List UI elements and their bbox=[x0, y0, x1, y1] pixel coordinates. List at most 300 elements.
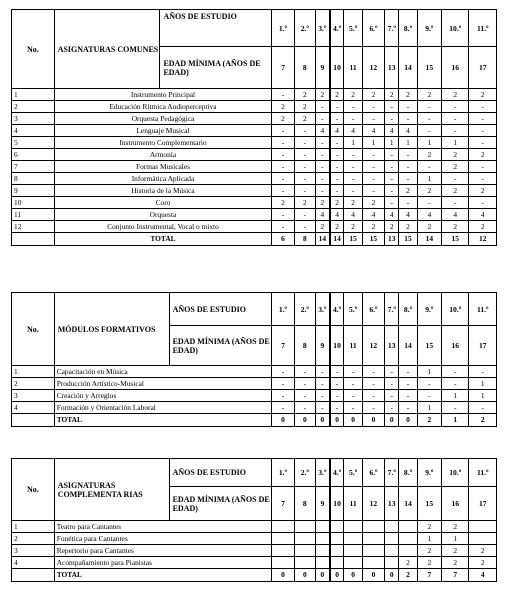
total-value: 7 bbox=[442, 569, 469, 582]
hours-cell: - bbox=[315, 378, 329, 390]
hours-cell: 2 bbox=[315, 221, 329, 233]
subject-name: Repertorio para Cantantes bbox=[54, 545, 272, 557]
hours-cell: 1 bbox=[399, 137, 417, 149]
min-age-value: 9 bbox=[315, 47, 329, 89]
hours-cell: - bbox=[330, 378, 344, 390]
hours-cell bbox=[272, 533, 294, 545]
total-value: 0 bbox=[385, 569, 399, 582]
total-value: 7 bbox=[417, 569, 441, 582]
header-no: No. bbox=[12, 293, 55, 366]
hours-cell: - bbox=[399, 173, 417, 185]
table-row bbox=[12, 521, 497, 533]
table-row bbox=[12, 137, 497, 149]
hours-cell: 2 bbox=[344, 89, 362, 101]
hours-cell: - bbox=[330, 185, 344, 197]
hours-cell: - bbox=[315, 173, 329, 185]
total-value: 13 bbox=[385, 233, 399, 246]
hours-cell: - bbox=[272, 209, 294, 221]
year-header: 6.º bbox=[362, 10, 384, 47]
hours-cell: - bbox=[362, 378, 384, 390]
hours-cell: - bbox=[399, 366, 417, 378]
hours-cell: - bbox=[344, 185, 362, 197]
total-row bbox=[12, 233, 497, 246]
subject-name: Instrumento Complementario bbox=[54, 137, 272, 149]
table-row bbox=[12, 185, 497, 197]
hours-cell: 2 bbox=[442, 149, 469, 161]
subject-name: Formas Musicales bbox=[54, 161, 272, 173]
hours-cell: 1 bbox=[417, 137, 441, 149]
year-header: 9.º bbox=[417, 293, 441, 326]
total-value: 0 bbox=[330, 414, 344, 427]
hours-cell: - bbox=[385, 161, 399, 173]
hours-cell: 2 bbox=[344, 197, 362, 209]
table-row bbox=[12, 89, 497, 101]
hours-cell: 4 bbox=[399, 125, 417, 137]
hours-cell: - bbox=[272, 137, 294, 149]
hours-cell: - bbox=[442, 173, 469, 185]
hours-cell: - bbox=[294, 125, 315, 137]
hours-cell: 1 bbox=[417, 533, 441, 545]
hours-cell: - bbox=[315, 402, 329, 414]
hours-cell: - bbox=[315, 137, 329, 149]
min-age-value: 14 bbox=[399, 487, 417, 521]
min-age-value: 11 bbox=[344, 47, 362, 89]
hours-cell: - bbox=[294, 366, 315, 378]
hours-cell: - bbox=[362, 390, 384, 402]
hours-cell: - bbox=[315, 161, 329, 173]
hours-cell: - bbox=[294, 185, 315, 197]
hours-cell: - bbox=[272, 185, 294, 197]
table-asignaturas-comunes bbox=[11, 9, 497, 246]
hours-cell: 2 bbox=[442, 221, 469, 233]
hours-cell: - bbox=[442, 101, 469, 113]
total-value: 0 bbox=[315, 414, 329, 427]
min-age-value: 17 bbox=[469, 326, 497, 366]
min-age-value: 12 bbox=[362, 47, 384, 89]
year-header: 3.º bbox=[315, 459, 329, 487]
hours-cell bbox=[344, 521, 362, 533]
total-value: 0 bbox=[315, 569, 329, 582]
hours-cell: - bbox=[417, 113, 441, 125]
hours-cell: - bbox=[385, 113, 399, 125]
hours-cell: 2 bbox=[399, 221, 417, 233]
hours-cell: 1 bbox=[362, 137, 384, 149]
hours-cell: 2 bbox=[272, 197, 294, 209]
header-modulos-formativos: MÓDULOS FORMATIVOS bbox=[54, 293, 169, 366]
hours-cell: - bbox=[294, 390, 315, 402]
subject-name: Formación y Orientación Laboral bbox=[54, 402, 272, 414]
hours-cell: - bbox=[442, 366, 469, 378]
hours-cell: - bbox=[330, 113, 344, 125]
row-number: 11 bbox=[12, 209, 55, 221]
hours-cell: 1 bbox=[442, 137, 469, 149]
hours-cell: 2 bbox=[315, 197, 329, 209]
row-number: 4 bbox=[12, 402, 55, 414]
subject-name: Coro bbox=[54, 197, 272, 209]
hours-cell bbox=[344, 533, 362, 545]
hours-cell: - bbox=[315, 185, 329, 197]
min-age-value: 8 bbox=[294, 487, 315, 521]
year-header: 4.º bbox=[330, 459, 344, 487]
min-age-value: 8 bbox=[294, 47, 315, 89]
hours-cell: - bbox=[344, 101, 362, 113]
year-header: 3.º bbox=[315, 293, 329, 326]
min-age-value: 13 bbox=[385, 487, 399, 521]
total-value: 12 bbox=[469, 233, 497, 246]
hours-cell bbox=[344, 557, 362, 569]
hours-cell: - bbox=[385, 149, 399, 161]
hours-cell: 2 bbox=[442, 545, 469, 557]
year-header: 6.º bbox=[362, 293, 384, 326]
row-number: 7 bbox=[12, 161, 55, 173]
hours-cell: 2 bbox=[399, 185, 417, 197]
hours-cell: 4 bbox=[315, 209, 329, 221]
hours-cell: 2 bbox=[330, 89, 344, 101]
hours-cell: - bbox=[385, 197, 399, 209]
total-value: 2 bbox=[399, 569, 417, 582]
hours-cell: - bbox=[362, 173, 384, 185]
hours-cell: - bbox=[344, 366, 362, 378]
hours-cell: 2 bbox=[469, 221, 497, 233]
min-age-value: 10 bbox=[330, 326, 344, 366]
hours-cell: - bbox=[315, 113, 329, 125]
subject-name: Conjunto Instrumental, Vocal o mixto bbox=[54, 221, 272, 233]
hours-cell: - bbox=[385, 185, 399, 197]
header-years-label: AÑOS DE ESTUDIO bbox=[169, 293, 272, 326]
hours-cell: 2 bbox=[330, 197, 344, 209]
year-header: 1.º bbox=[272, 10, 294, 47]
row-number: 1 bbox=[12, 366, 55, 378]
total-label: TOTAL bbox=[54, 569, 272, 582]
total-value: 0 bbox=[362, 414, 384, 427]
hours-cell: - bbox=[330, 137, 344, 149]
row-number: 4 bbox=[12, 125, 55, 137]
row-number: 10 bbox=[12, 197, 55, 209]
hours-cell bbox=[362, 521, 384, 533]
hours-cell: - bbox=[294, 161, 315, 173]
min-age-value: 11 bbox=[344, 487, 362, 521]
total-value: 14 bbox=[315, 233, 329, 246]
row-number: 1 bbox=[12, 521, 55, 533]
hours-cell: - bbox=[399, 402, 417, 414]
total-value: 15 bbox=[362, 233, 384, 246]
hours-cell: 1 bbox=[385, 137, 399, 149]
total-label: TOTAL bbox=[54, 414, 272, 427]
hours-cell: - bbox=[272, 402, 294, 414]
min-age-value: 14 bbox=[399, 326, 417, 366]
hours-cell: 4 bbox=[330, 209, 344, 221]
hours-cell: - bbox=[315, 390, 329, 402]
table-row bbox=[12, 366, 497, 378]
hours-cell: 1 bbox=[417, 173, 441, 185]
header-no: No. bbox=[12, 459, 55, 521]
hours-cell bbox=[399, 545, 417, 557]
year-header: 1.º bbox=[272, 459, 294, 487]
row-number: 5 bbox=[12, 137, 55, 149]
year-header: 7.º bbox=[385, 293, 399, 326]
header-asignaturas-complementarias: ASIGNATURAS COMPLEMENTA RIAS bbox=[54, 459, 169, 521]
row-number: 3 bbox=[12, 113, 55, 125]
total-value: 1 bbox=[442, 414, 469, 427]
hours-cell: 2 bbox=[315, 89, 329, 101]
hours-cell: - bbox=[272, 221, 294, 233]
year-header: 10.º bbox=[442, 459, 469, 487]
subject-name: Creación y Arreglos bbox=[54, 390, 272, 402]
hours-cell: - bbox=[315, 366, 329, 378]
subject-name: Informática Aplicada bbox=[54, 173, 272, 185]
hours-cell: 2 bbox=[469, 545, 497, 557]
min-age-value: 13 bbox=[385, 47, 399, 89]
hours-cell bbox=[385, 557, 399, 569]
table-row bbox=[12, 101, 497, 113]
hours-cell: - bbox=[272, 390, 294, 402]
hours-cell: - bbox=[344, 378, 362, 390]
hours-cell: - bbox=[344, 113, 362, 125]
table-row bbox=[12, 221, 497, 233]
hours-cell: - bbox=[385, 366, 399, 378]
hours-cell: - bbox=[362, 149, 384, 161]
year-header: 4.º bbox=[330, 10, 344, 47]
hours-cell: 4 bbox=[344, 125, 362, 137]
hours-cell bbox=[330, 533, 344, 545]
header-years-label: AÑOS DE ESTUDIO bbox=[160, 10, 272, 47]
hours-cell bbox=[385, 545, 399, 557]
hours-cell bbox=[315, 545, 329, 557]
subject-name: Lenguaje Musical bbox=[54, 125, 272, 137]
year-header: 8.º bbox=[399, 293, 417, 326]
row-number: 8 bbox=[12, 173, 55, 185]
hours-cell: 1 bbox=[417, 402, 441, 414]
hours-cell: - bbox=[294, 137, 315, 149]
hours-cell: - bbox=[442, 125, 469, 137]
hours-cell: - bbox=[469, 113, 497, 125]
hours-cell: - bbox=[385, 378, 399, 390]
hours-cell: - bbox=[294, 378, 315, 390]
table-row bbox=[12, 545, 497, 557]
hours-cell bbox=[469, 521, 497, 533]
row-number: 9 bbox=[12, 185, 55, 197]
hours-cell: 2 bbox=[399, 89, 417, 101]
header-asignaturas-comunes: ASIGNATURAS COMUNES bbox=[54, 10, 160, 89]
year-header: 5.º bbox=[344, 459, 362, 487]
hours-cell: 1 bbox=[469, 390, 497, 402]
hours-cell: - bbox=[417, 378, 441, 390]
table-row bbox=[12, 378, 497, 390]
year-header: 6.º bbox=[362, 459, 384, 487]
hours-cell bbox=[362, 557, 384, 569]
hours-cell: - bbox=[330, 101, 344, 113]
table-row bbox=[12, 113, 497, 125]
hours-cell: - bbox=[272, 89, 294, 101]
hours-cell: 2 bbox=[442, 185, 469, 197]
subject-name: Acompañamiento para Pianistas bbox=[54, 557, 272, 569]
row-number: 12 bbox=[12, 221, 55, 233]
hours-cell bbox=[362, 545, 384, 557]
year-header: 5.º bbox=[344, 10, 362, 47]
hours-cell: - bbox=[362, 366, 384, 378]
hours-cell bbox=[330, 557, 344, 569]
year-header: 9.º bbox=[417, 10, 441, 47]
hours-cell: 2 bbox=[469, 149, 497, 161]
hours-cell: - bbox=[362, 113, 384, 125]
hours-cell: - bbox=[399, 197, 417, 209]
year-header: 5.º bbox=[344, 293, 362, 326]
hours-cell: - bbox=[399, 113, 417, 125]
hours-cell: - bbox=[344, 161, 362, 173]
hours-cell: 2 bbox=[399, 557, 417, 569]
row-number: 6 bbox=[12, 149, 55, 161]
hours-cell: - bbox=[272, 173, 294, 185]
total-value: 0 bbox=[362, 569, 384, 582]
year-header: 10.º bbox=[442, 293, 469, 326]
hours-cell bbox=[272, 521, 294, 533]
hours-cell: 2 bbox=[417, 89, 441, 101]
table-row bbox=[12, 557, 497, 569]
min-age-value: 12 bbox=[362, 487, 384, 521]
table-row bbox=[12, 390, 497, 402]
hours-cell: - bbox=[417, 197, 441, 209]
hours-cell: 2 bbox=[469, 185, 497, 197]
total-value: 0 bbox=[272, 569, 294, 582]
hours-cell: - bbox=[385, 173, 399, 185]
year-header: 2.º bbox=[294, 293, 315, 326]
hours-cell: - bbox=[330, 402, 344, 414]
table-row bbox=[12, 161, 497, 173]
hours-cell: - bbox=[399, 161, 417, 173]
hours-cell: - bbox=[442, 402, 469, 414]
header-min-age-label: EDAD MÍNIMA (AÑOS DE EDAD) bbox=[169, 326, 272, 366]
hours-cell: 1 bbox=[344, 137, 362, 149]
hours-cell: 2 bbox=[330, 221, 344, 233]
hours-cell: - bbox=[442, 378, 469, 390]
total-value: 2 bbox=[417, 414, 441, 427]
total-value: 0 bbox=[385, 414, 399, 427]
hours-cell bbox=[272, 545, 294, 557]
hours-cell: - bbox=[344, 149, 362, 161]
hours-cell bbox=[294, 521, 315, 533]
subject-name: Orquesta Pedagógica bbox=[54, 113, 272, 125]
min-age-value: 16 bbox=[442, 326, 469, 366]
table-modulos-formativos bbox=[11, 292, 497, 427]
table-row bbox=[12, 533, 497, 545]
hours-cell: - bbox=[294, 402, 315, 414]
total-value: 8 bbox=[294, 233, 315, 246]
hours-cell bbox=[315, 521, 329, 533]
min-age-value: 16 bbox=[442, 487, 469, 521]
table-row bbox=[12, 197, 497, 209]
year-header: 4.º bbox=[330, 293, 344, 326]
hours-cell: - bbox=[294, 173, 315, 185]
hours-cell: - bbox=[399, 390, 417, 402]
total-row-number bbox=[12, 569, 55, 582]
hours-cell bbox=[344, 545, 362, 557]
hours-cell: 4 bbox=[362, 125, 384, 137]
hours-cell bbox=[315, 557, 329, 569]
hours-cell: 2 bbox=[362, 89, 384, 101]
min-age-value: 7 bbox=[272, 326, 294, 366]
hours-cell: - bbox=[385, 390, 399, 402]
hours-cell: 4 bbox=[417, 209, 441, 221]
hours-cell: - bbox=[469, 197, 497, 209]
hours-cell: - bbox=[417, 125, 441, 137]
header-no: No. bbox=[12, 10, 55, 89]
hours-cell: 1 bbox=[417, 366, 441, 378]
min-age-value: 12 bbox=[362, 326, 384, 366]
year-header: 2.º bbox=[294, 10, 315, 47]
total-label: TOTAL bbox=[54, 233, 272, 246]
hours-cell: - bbox=[294, 221, 315, 233]
hours-cell: - bbox=[272, 149, 294, 161]
table-row bbox=[12, 402, 497, 414]
total-value: 15 bbox=[442, 233, 469, 246]
hours-cell: - bbox=[362, 402, 384, 414]
hours-cell: 2 bbox=[417, 521, 441, 533]
hours-cell: 2 bbox=[442, 161, 469, 173]
hours-cell: - bbox=[385, 402, 399, 414]
hours-cell: 4 bbox=[344, 209, 362, 221]
hours-cell: 2 bbox=[417, 221, 441, 233]
total-value: 0 bbox=[294, 414, 315, 427]
min-age-value: 17 bbox=[469, 487, 497, 521]
hours-cell: - bbox=[315, 149, 329, 161]
hours-cell: 1 bbox=[469, 378, 497, 390]
hours-cell: - bbox=[272, 125, 294, 137]
hours-cell bbox=[399, 521, 417, 533]
hours-cell: - bbox=[417, 390, 441, 402]
hours-cell bbox=[294, 545, 315, 557]
subject-name: Armonía bbox=[54, 149, 272, 161]
hours-cell: 4 bbox=[399, 209, 417, 221]
hours-cell: - bbox=[469, 366, 497, 378]
hours-cell: 2 bbox=[417, 185, 441, 197]
total-value: 0 bbox=[330, 569, 344, 582]
hours-cell: - bbox=[330, 366, 344, 378]
hours-cell: 2 bbox=[385, 89, 399, 101]
hours-cell: 2 bbox=[362, 197, 384, 209]
total-row-number bbox=[12, 414, 55, 427]
min-age-value: 15 bbox=[417, 326, 441, 366]
hours-cell: 2 bbox=[442, 521, 469, 533]
hours-cell: - bbox=[469, 101, 497, 113]
total-value: 0 bbox=[399, 414, 417, 427]
year-header: 3.º bbox=[315, 10, 329, 47]
hours-cell: 4 bbox=[385, 209, 399, 221]
total-row-number bbox=[12, 233, 55, 246]
year-header: 11.º bbox=[469, 10, 497, 47]
subject-name: Orquesta bbox=[54, 209, 272, 221]
total-value: 0 bbox=[294, 569, 315, 582]
table-row bbox=[12, 149, 497, 161]
hours-cell bbox=[385, 533, 399, 545]
row-number: 3 bbox=[12, 545, 55, 557]
total-row bbox=[12, 414, 497, 427]
hours-cell: 2 bbox=[344, 221, 362, 233]
min-age-value: 10 bbox=[330, 47, 344, 89]
hours-cell: - bbox=[315, 101, 329, 113]
row-number: 2 bbox=[12, 101, 55, 113]
row-number: 2 bbox=[12, 533, 55, 545]
hours-cell: - bbox=[362, 185, 384, 197]
hours-cell: 2 bbox=[294, 197, 315, 209]
hours-cell: 4 bbox=[385, 125, 399, 137]
hours-cell: 2 bbox=[294, 113, 315, 125]
hours-cell: - bbox=[469, 402, 497, 414]
total-value: 14 bbox=[417, 233, 441, 246]
year-header: 10.º bbox=[442, 10, 469, 47]
total-value: 0 bbox=[344, 414, 362, 427]
year-header: 9.º bbox=[417, 459, 441, 487]
hours-cell: 2 bbox=[362, 221, 384, 233]
